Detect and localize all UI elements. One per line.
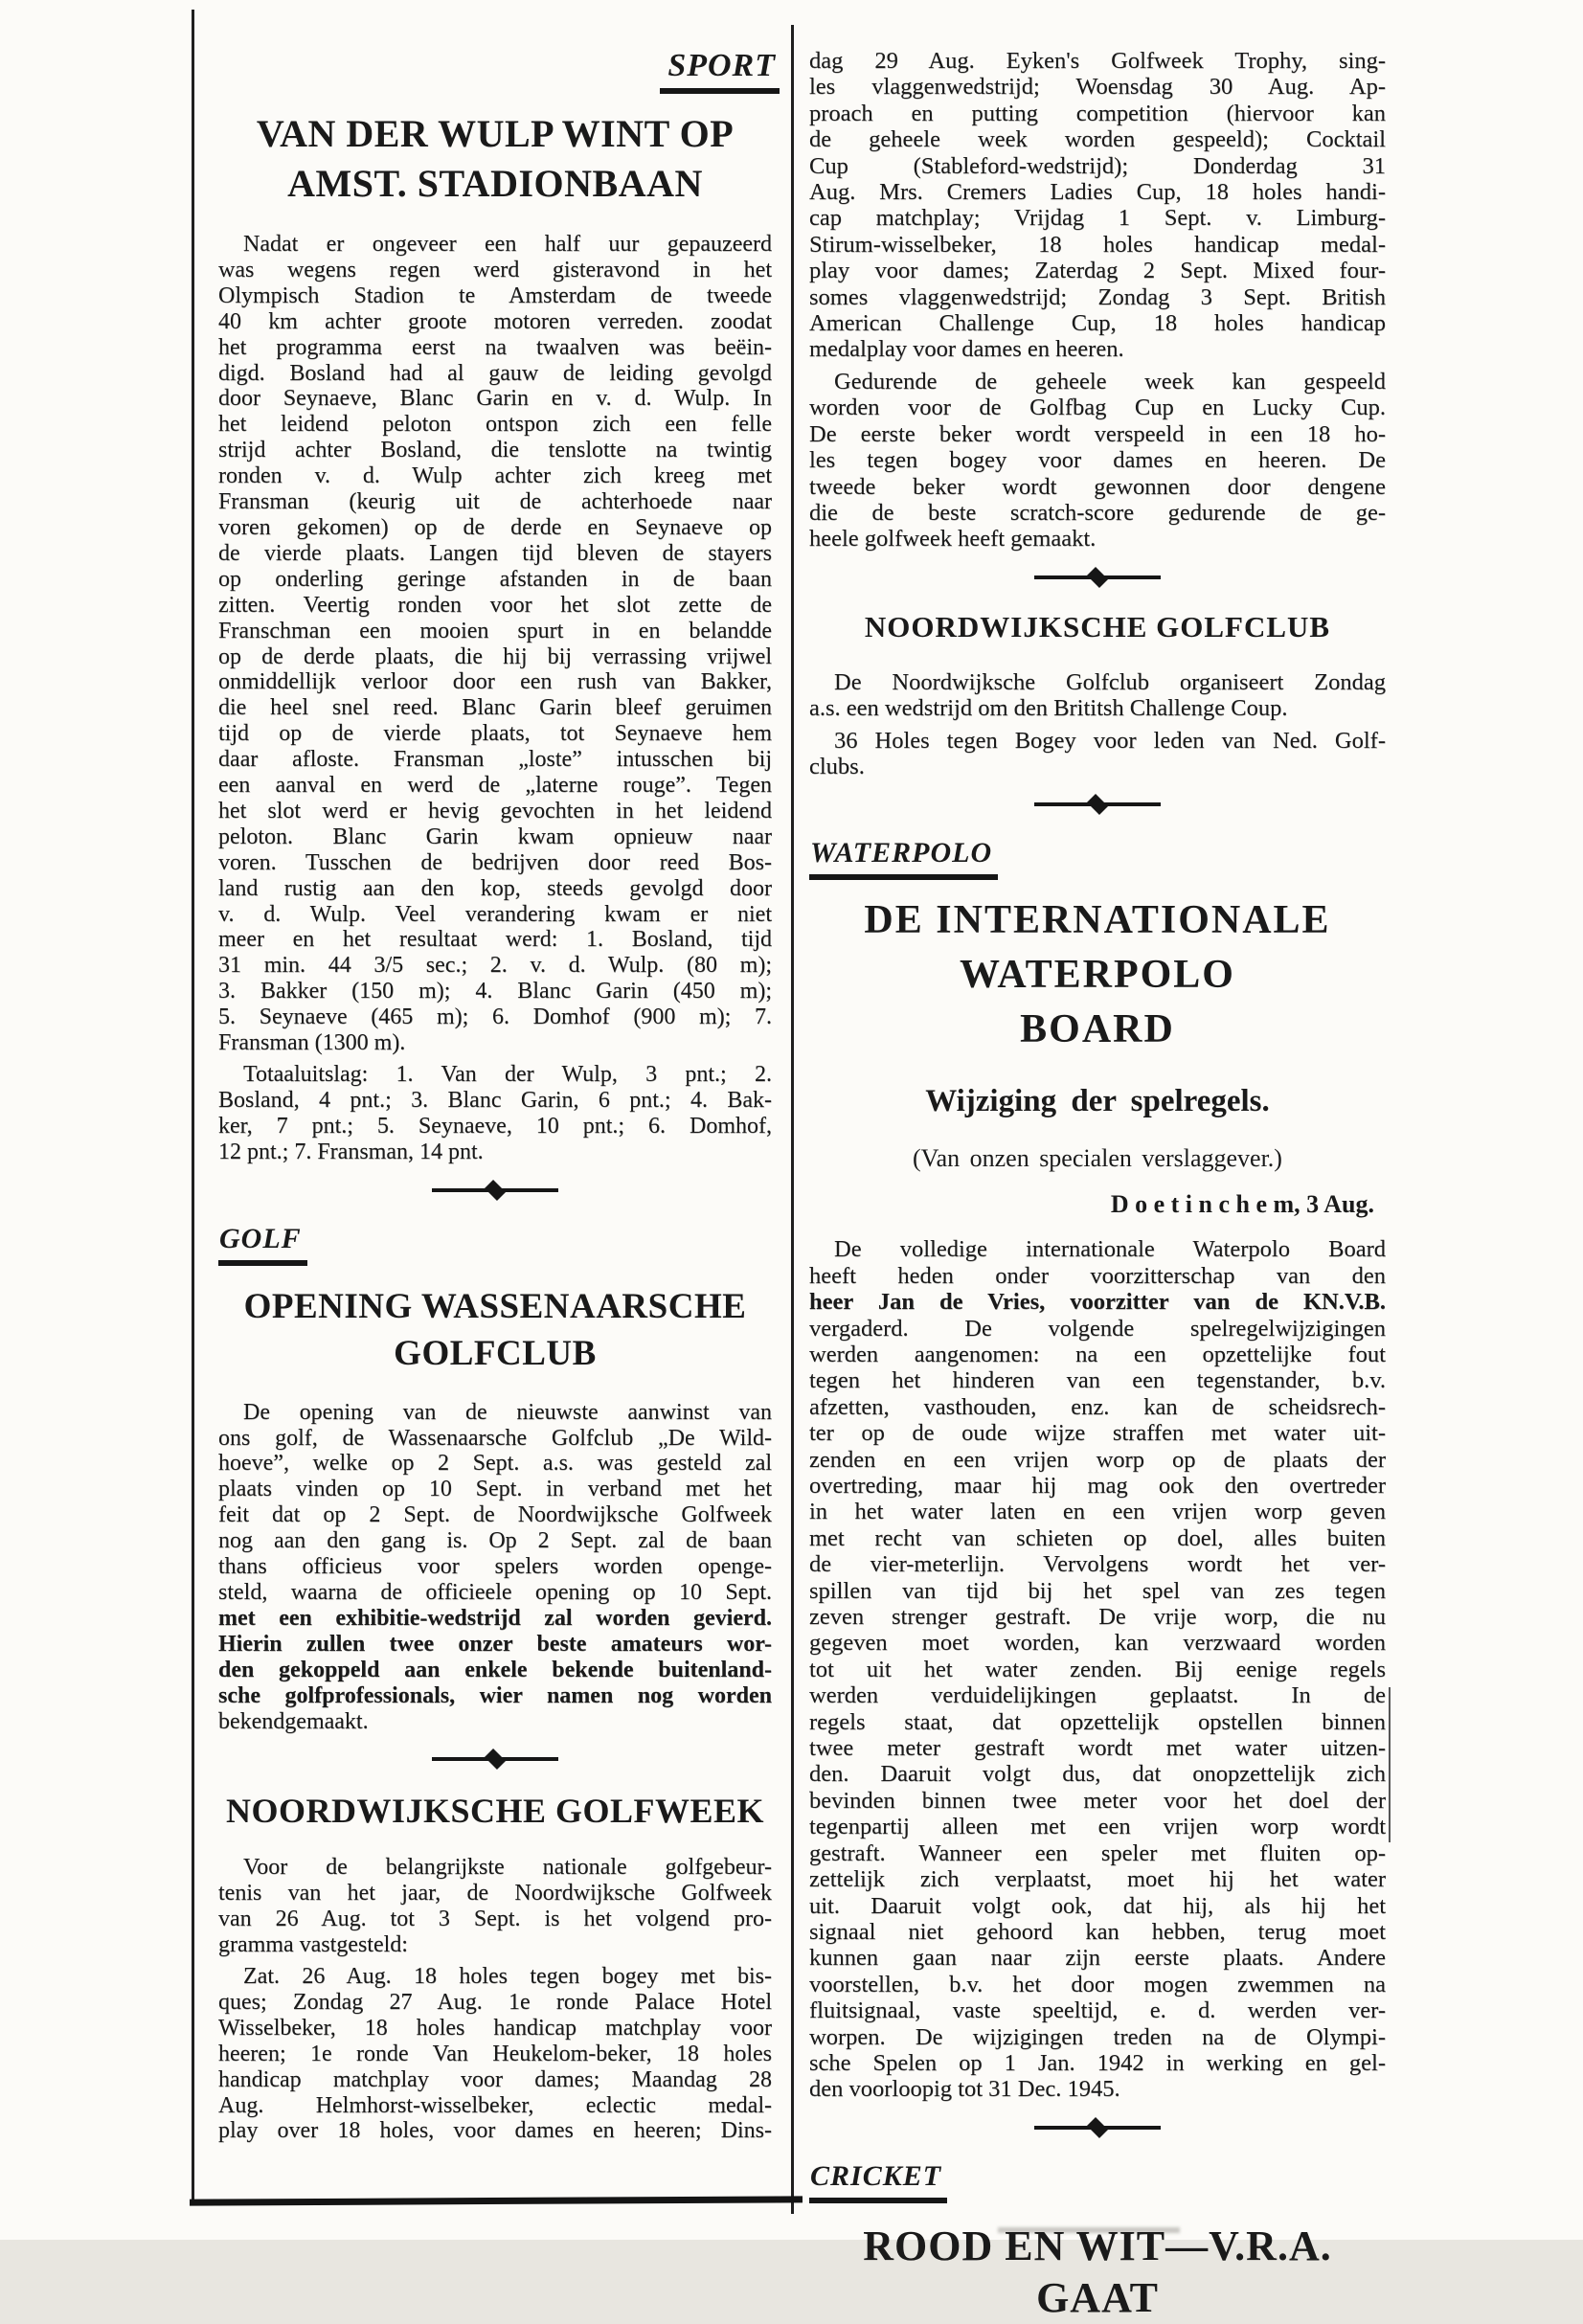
paragraph bbox=[809, 669, 1386, 722]
divider-diamond-icon bbox=[485, 1749, 506, 1770]
section-kicker-cricket: CRICKET bbox=[809, 2160, 947, 2203]
paragraph bbox=[809, 369, 1386, 553]
text-line: 40 km achter groote motoren verreden. zoodat bbox=[218, 308, 772, 334]
text-line: v. d. Wulp. Veel verandering kwam er niet bbox=[218, 901, 772, 927]
text-line: medalplay voor dames en heeren. bbox=[809, 336, 1124, 363]
text-line: voren gekomen) op de derde en Seynaeve op bbox=[218, 514, 772, 540]
divider-line bbox=[1034, 2126, 1094, 2130]
left-column-rule bbox=[192, 10, 194, 2204]
text-line: ker, 7 pnt.; 5. Seynaeve, 10 pnt.; 6. Domhof, bbox=[218, 1113, 772, 1139]
text-line: Franschman een mooien spurt in en belandde bbox=[218, 618, 772, 643]
text-line: De opening van de nieuwste aanwinst van bbox=[243, 1399, 772, 1425]
headline-line: NOORDWIJKSCHE GOLFWEEK bbox=[225, 1792, 765, 1831]
divider-line bbox=[432, 1188, 491, 1192]
text-line: worden voor de Golfbag Cup en Lucky Cup. bbox=[809, 395, 1386, 421]
headline-line: AMST. STADIONBAAN bbox=[287, 162, 703, 205]
text-line: ronden v. d. Wulp achter zich kreeg met bbox=[218, 463, 772, 489]
text-line: plaats vinden op 10 Sept. in verband met het bbox=[218, 1477, 772, 1502]
text-line: ter op de oude wijze straffen met water uit- bbox=[809, 1420, 1386, 1447]
text-line: spillen van tijd bij het spel van zes tegen bbox=[809, 1577, 1386, 1604]
divider-line bbox=[1101, 575, 1161, 579]
text-line: het programma eerst na twaalven was beëin- bbox=[218, 334, 772, 360]
text-line: De Noordwijksche Golfclub organiseert Zondag bbox=[834, 668, 1386, 695]
text-line: afzetten, vasthouden, enz. kan de scheidsrech- bbox=[809, 1393, 1386, 1420]
text-line: tijd op de vierde plaats, tot Seynaeve hem bbox=[218, 721, 772, 747]
text-line: daar afloste. Fransman „loste” intusschen bij bbox=[218, 747, 772, 773]
headline-line: GOLFCLUB bbox=[394, 1333, 597, 1373]
divider-line bbox=[432, 1757, 491, 1761]
text-line: zettelijk zich verplaatst, moet hij het water bbox=[809, 1866, 1386, 1893]
text-line: Voor de belangrijkste nationale golfgebeur- bbox=[243, 1855, 772, 1881]
text-line: Nadat er ongeveer een half uur gepauzeerd bbox=[243, 232, 772, 257]
text-line: den gekoppeld aan enkele bekende buitenland- bbox=[218, 1657, 772, 1682]
text-line: sche golfprofessionals, wier namen nog worden bbox=[218, 1682, 772, 1708]
text-line: op onderling geringe afstanden in de baan bbox=[218, 566, 772, 592]
text-line: land rustig aan den kop, steeds gevolgd door bbox=[218, 875, 772, 901]
headline-noordwijksche-golfclub bbox=[809, 608, 1386, 646]
text-line: Fransman (1300 m). bbox=[218, 1030, 406, 1056]
divider-diamond-icon bbox=[485, 1180, 506, 1201]
text-line: Aug. Helmhorst-wisselbeker, eclectic medal- bbox=[218, 2092, 772, 2118]
text-line: 36 Holes tegen Bogey voor leden van Ned. Golf- bbox=[834, 727, 1386, 754]
divider-line bbox=[1101, 802, 1161, 806]
text-line: clubs. bbox=[809, 753, 865, 779]
text-line: 31 min. 44 3/5 sec.; 2. v. d. Wulp. (80 m); bbox=[218, 953, 772, 979]
text-line: De eerste beker wordt verspeeld in een 18 ho- bbox=[809, 420, 1386, 447]
text-line: regels staat, dat opzettelijk opstellen binnen bbox=[809, 1708, 1386, 1735]
text-line: hoeve”, welke op 2 Sept. a.s. was gesteld zal bbox=[218, 1451, 772, 1477]
text-line: met recht van schieten op doel, alles buiten bbox=[809, 1524, 1386, 1551]
kicker-row-waterpolo bbox=[809, 837, 1386, 880]
text-line: werden verduidelijkingen geplaatst. In de bbox=[809, 1682, 1386, 1709]
text-line: Cup (Stableford-wedstrijd); Donderdag 31 bbox=[809, 152, 1386, 179]
text-line: werden aangenomen: na een opzettelijke fout bbox=[809, 1341, 1386, 1367]
text-line: het leidend peloton ontspon zich een felle bbox=[218, 412, 772, 438]
text-line: gramma vastgesteld: bbox=[218, 1932, 408, 1958]
text-line: Totaaluitslag: 1. Van der Wulp, 3 pnt.; 2. bbox=[243, 1062, 772, 1087]
text-line: voorstellen, b.v. het door mogen zwemmen na bbox=[809, 1971, 1386, 1997]
paragraph bbox=[809, 48, 1386, 363]
text-line: een aanval en werd de „laterne rouge”. Tegen bbox=[218, 773, 772, 799]
section-divider bbox=[809, 797, 1386, 812]
text-line: somes vlaggenwedstrijd; Zondag 3 Sept. British bbox=[809, 283, 1386, 310]
text-line: zenden en een vrijen worp op de plaats der bbox=[809, 1446, 1386, 1473]
headline-line: NOORDWIJKSCHE GOLFCLUB bbox=[864, 609, 1331, 643]
paragraph bbox=[218, 1400, 772, 1735]
text-line: ques; Zondag 27 Aug. 1e ronde Palace Hotel bbox=[218, 1989, 772, 2015]
bottom-page-rule bbox=[190, 2196, 803, 2205]
divider-diamond-icon bbox=[1087, 2117, 1108, 2138]
headline-line: BOARD bbox=[1020, 1007, 1175, 1052]
section-divider bbox=[809, 570, 1386, 585]
section-divider bbox=[218, 1183, 772, 1198]
headline-line: OPENING WASSENAARSCHE bbox=[243, 1286, 747, 1326]
text-line: 3. Bakker (150 m); 4. Blanc Garin (450 m); bbox=[218, 979, 772, 1004]
text-line: heeren; 1e ronde Van Heukelom-beker, 18 holes bbox=[218, 2041, 772, 2066]
text-line: uit. Daaruit volgt ook, dat hij, als hij het bbox=[809, 1892, 1386, 1919]
text-line: was wegens regen werd gisteravond in het bbox=[218, 257, 772, 282]
text-line: tenis van het jaar, de Noordwijksche Golfweek bbox=[218, 1881, 772, 1907]
headline-golfweek bbox=[218, 1790, 772, 1832]
kicker-row-cricket bbox=[809, 2160, 1386, 2203]
text-line: digd. Bosland had al gauw de leiding gevolgd bbox=[218, 360, 772, 386]
text-line: in het water laten en een vrijen worp geven bbox=[809, 1499, 1386, 1525]
headline-wassenaarsche bbox=[218, 1283, 772, 1377]
text-line: bevinden binnen twee meter voor het doel der bbox=[809, 1787, 1386, 1814]
headline-waterpolo-board bbox=[809, 893, 1386, 1057]
right-column bbox=[809, 0, 1386, 2324]
headline-line: ROOD EN WIT—V.R.A. GAAT bbox=[863, 2222, 1332, 2321]
text-line: tegenpartij alleen met een vrijen worp wordt bbox=[809, 1814, 1386, 1840]
text-line: feit dat op 2 Sept. de Noordwijksche Golfweek bbox=[218, 1502, 772, 1528]
text-line: De volledige internationale Waterpolo Board bbox=[834, 1236, 1386, 1263]
divider-diamond-icon bbox=[1087, 567, 1108, 588]
text-line: Fransman (keurig uit de achterhoede naar bbox=[218, 489, 772, 515]
text-line: tegen het hinderen van een tegenstander, b.v. bbox=[809, 1367, 1386, 1394]
headline-stadionbaan bbox=[218, 109, 772, 209]
paragraph bbox=[809, 1236, 1386, 2102]
text-line: met een exhibitie-wedstrijd zal worden gevierd. bbox=[218, 1605, 772, 1631]
text-line: 5. Seynaeve (465 m); 6. Domhof (900 m); 7. bbox=[218, 1004, 772, 1030]
text-line: 12 pnt.; 7. Fransman, 14 pnt. bbox=[218, 1139, 484, 1164]
section-kicker-golf: GOLF bbox=[218, 1223, 307, 1266]
text-line: peloton. Blanc Garin kwam opnieuw naar bbox=[218, 824, 772, 849]
text-line: worpen. De wijzigingen treden na de Olympi- bbox=[809, 2023, 1386, 2050]
text-line: overtreding, maar hij mag ook den overtreder bbox=[809, 1473, 1386, 1499]
article-subtitle: Wijziging der spelregels. bbox=[925, 1084, 1270, 1119]
paragraph bbox=[218, 1964, 772, 2144]
text-line: het slot werd er hevig gevochten in het leidend bbox=[218, 798, 772, 824]
section-divider bbox=[218, 1751, 772, 1767]
text-line: Olympisch Stadion te Amsterdam de tweede bbox=[218, 282, 772, 308]
column-divider-rule bbox=[791, 25, 794, 2214]
headline-rood-en-wit bbox=[809, 2221, 1386, 2324]
text-line: Gedurende de geheele week kan gespeeld bbox=[834, 368, 1386, 395]
text-line: twee meter gestraft wordt met water uitzen- bbox=[809, 1735, 1386, 1762]
text-line: de geheele week worden gespeeld); Cocktail bbox=[809, 126, 1386, 153]
paragraph bbox=[218, 1855, 772, 1958]
text-line: kunnen gaan naar zijn eerste plaats. Andere bbox=[809, 1945, 1386, 1972]
paragraph bbox=[809, 728, 1386, 780]
text-line: den. Daaruit volgt dus, dat onopzettelijk zich bbox=[809, 1761, 1386, 1788]
right-column-rule-fragment bbox=[1389, 1687, 1391, 1842]
kicker-row-sport bbox=[218, 50, 780, 94]
divider-line bbox=[499, 1188, 558, 1192]
text-line: tweede beker wordt gewonnen door dengene bbox=[809, 473, 1386, 500]
text-line: meer en het resultaat werd: 1. Bosland, tijd bbox=[218, 927, 772, 953]
text-line: les vlaggenwedstrijd; Woensdag 30 Aug. Ap- bbox=[809, 74, 1386, 101]
text-line: Stirum-wisselbeker, 18 holes handicap medal- bbox=[809, 231, 1386, 258]
headline-line: VAN DER WULP WINT OP bbox=[256, 112, 735, 155]
text-line: dag 29 Aug. Eyken's Golfweek Trophy, sing- bbox=[809, 48, 1386, 74]
text-line: Zat. 26 Aug. 18 holes tegen bogey met bis- bbox=[243, 1964, 772, 1990]
divider-line bbox=[1101, 2126, 1161, 2130]
text-line: de vier-meterlijn. Vervolgens wordt het ver- bbox=[809, 1551, 1386, 1578]
kicker-row-golf bbox=[218, 1223, 772, 1266]
text-line: fluitsignaal, vaste speeltijd, e. d. werden ver- bbox=[809, 1997, 1386, 2024]
headline-line: DE INTERNATIONALE bbox=[864, 898, 1331, 943]
text-line: zitten. Veertig ronden voor het slot zette de bbox=[218, 592, 772, 618]
text-line: bekendgemaakt. bbox=[218, 1708, 369, 1734]
left-column bbox=[218, 0, 776, 2144]
text-line: onmiddellijk verloor door een rush van Bakker, bbox=[218, 669, 772, 695]
text-line: tot uit het water zenden. Bij eenige regels bbox=[809, 1656, 1386, 1682]
text-line: ons golf, de Wassenaarsche Golfclub „De Wild- bbox=[218, 1425, 772, 1451]
text-line: steld, waarna de officieele opening op 10 Sept. bbox=[218, 1579, 772, 1605]
byline: (Van onzen specialen verslaggever.) bbox=[913, 1144, 1282, 1173]
text-line: a.s. een wedstrijd om den Brititsh Challenge Coup. bbox=[809, 695, 1288, 722]
section-kicker-sport: SPORT bbox=[660, 50, 780, 94]
text-line: cap matchplay; Vrijdag 1 Sept. v. Limburg- bbox=[809, 205, 1386, 232]
text-line: Wisselbeker, 18 holes handicap matchplay voor bbox=[218, 2015, 772, 2041]
text-line: die heel snel reed. Blanc Garin bleef geruimen bbox=[218, 695, 772, 721]
text-line: gegeven moet worden, kan verzwaard worden bbox=[809, 1630, 1386, 1657]
paragraph bbox=[218, 232, 772, 1056]
text-line: play over 18 holes, voor dames en heeren; Dins- bbox=[218, 2118, 772, 2144]
text-line: signaal niet gehoord kan hebben, terug moet bbox=[809, 1918, 1386, 1945]
text-line: nog aan den gang is. Op 2 Sept. zal de baan bbox=[218, 1528, 772, 1554]
headline-line: WATERPOLO bbox=[960, 953, 1235, 998]
text-line: thans officieus voor spelers worden openge- bbox=[218, 1554, 772, 1580]
divider-line bbox=[499, 1757, 558, 1761]
text-line: vergaderd. De volgende spelregelwijzigingen bbox=[809, 1315, 1386, 1342]
text-line: die de beste scratch-score gedurende de ge- bbox=[809, 499, 1386, 526]
text-line: proach en putting competition (hiervoor kan bbox=[809, 100, 1386, 126]
text-line: heeft heden onder voorzitterschap van den bbox=[809, 1262, 1386, 1289]
text-line: door Seynaeve, Blanc Garin en v. d. Wulp. In bbox=[218, 386, 772, 412]
divider-line bbox=[1034, 802, 1094, 806]
text-line: de vierde plaats. Langen tijd bleven de stayers bbox=[218, 540, 772, 566]
text-line: Bosland, 4 pnt.; 3. Blanc Garin, 6 pnt.; 4. Bak- bbox=[218, 1087, 772, 1113]
divider-diamond-icon bbox=[1087, 794, 1108, 815]
text-line: zeven strenger gestraft. De vrije worp, die nu bbox=[809, 1604, 1386, 1631]
text-line: heele golfweek heeft gemaakt. bbox=[809, 526, 1097, 553]
text-line: handicap matchplay voor dames; Maandag 28 bbox=[218, 2066, 772, 2092]
text-line: American Challenge Cup, 18 holes handicap bbox=[809, 310, 1386, 337]
text-line: van 26 Aug. tot 3 Sept. is het volgend pro- bbox=[218, 1907, 772, 1932]
text-line: heer Jan de Vries, voorzitter van de KN.V.B. bbox=[809, 1289, 1386, 1316]
text-line: Aug. Mrs. Cremers Ladies Cup, 18 holes handi- bbox=[809, 179, 1386, 206]
divider-line bbox=[1034, 575, 1094, 579]
text-line: sche Spelen op 1 Jan. 1942 in werking en gel- bbox=[809, 2049, 1386, 2076]
section-kicker-waterpolo: WATERPOLO bbox=[809, 837, 998, 880]
text-line: play voor dames; Zaterdag 2 Sept. Mixed four- bbox=[809, 258, 1386, 284]
text-line: op de derde plaats, die hij bij verrassing vrijwel bbox=[218, 643, 772, 669]
text-line: gestraft. Wanneer een speler met fluiten op- bbox=[809, 1839, 1386, 1866]
section-divider bbox=[809, 2120, 1386, 2135]
text-line: strijd achter Bosland, die tenslotte na twintig bbox=[218, 438, 772, 463]
dateline: D o e t i n c h e m, 3 Aug. bbox=[1110, 1190, 1374, 1219]
text-line: Hierin zullen twee onzer beste amateurs wor- bbox=[218, 1631, 772, 1657]
text-line: les tegen bogey voor dames en heeren. De bbox=[809, 447, 1386, 474]
paragraph bbox=[218, 1062, 772, 1165]
text-line: voren. Tusschen de bedrijven door reed Bos- bbox=[218, 849, 772, 875]
text-line: den voorloopig tot 31 Dec. 1945. bbox=[809, 2076, 1120, 2103]
